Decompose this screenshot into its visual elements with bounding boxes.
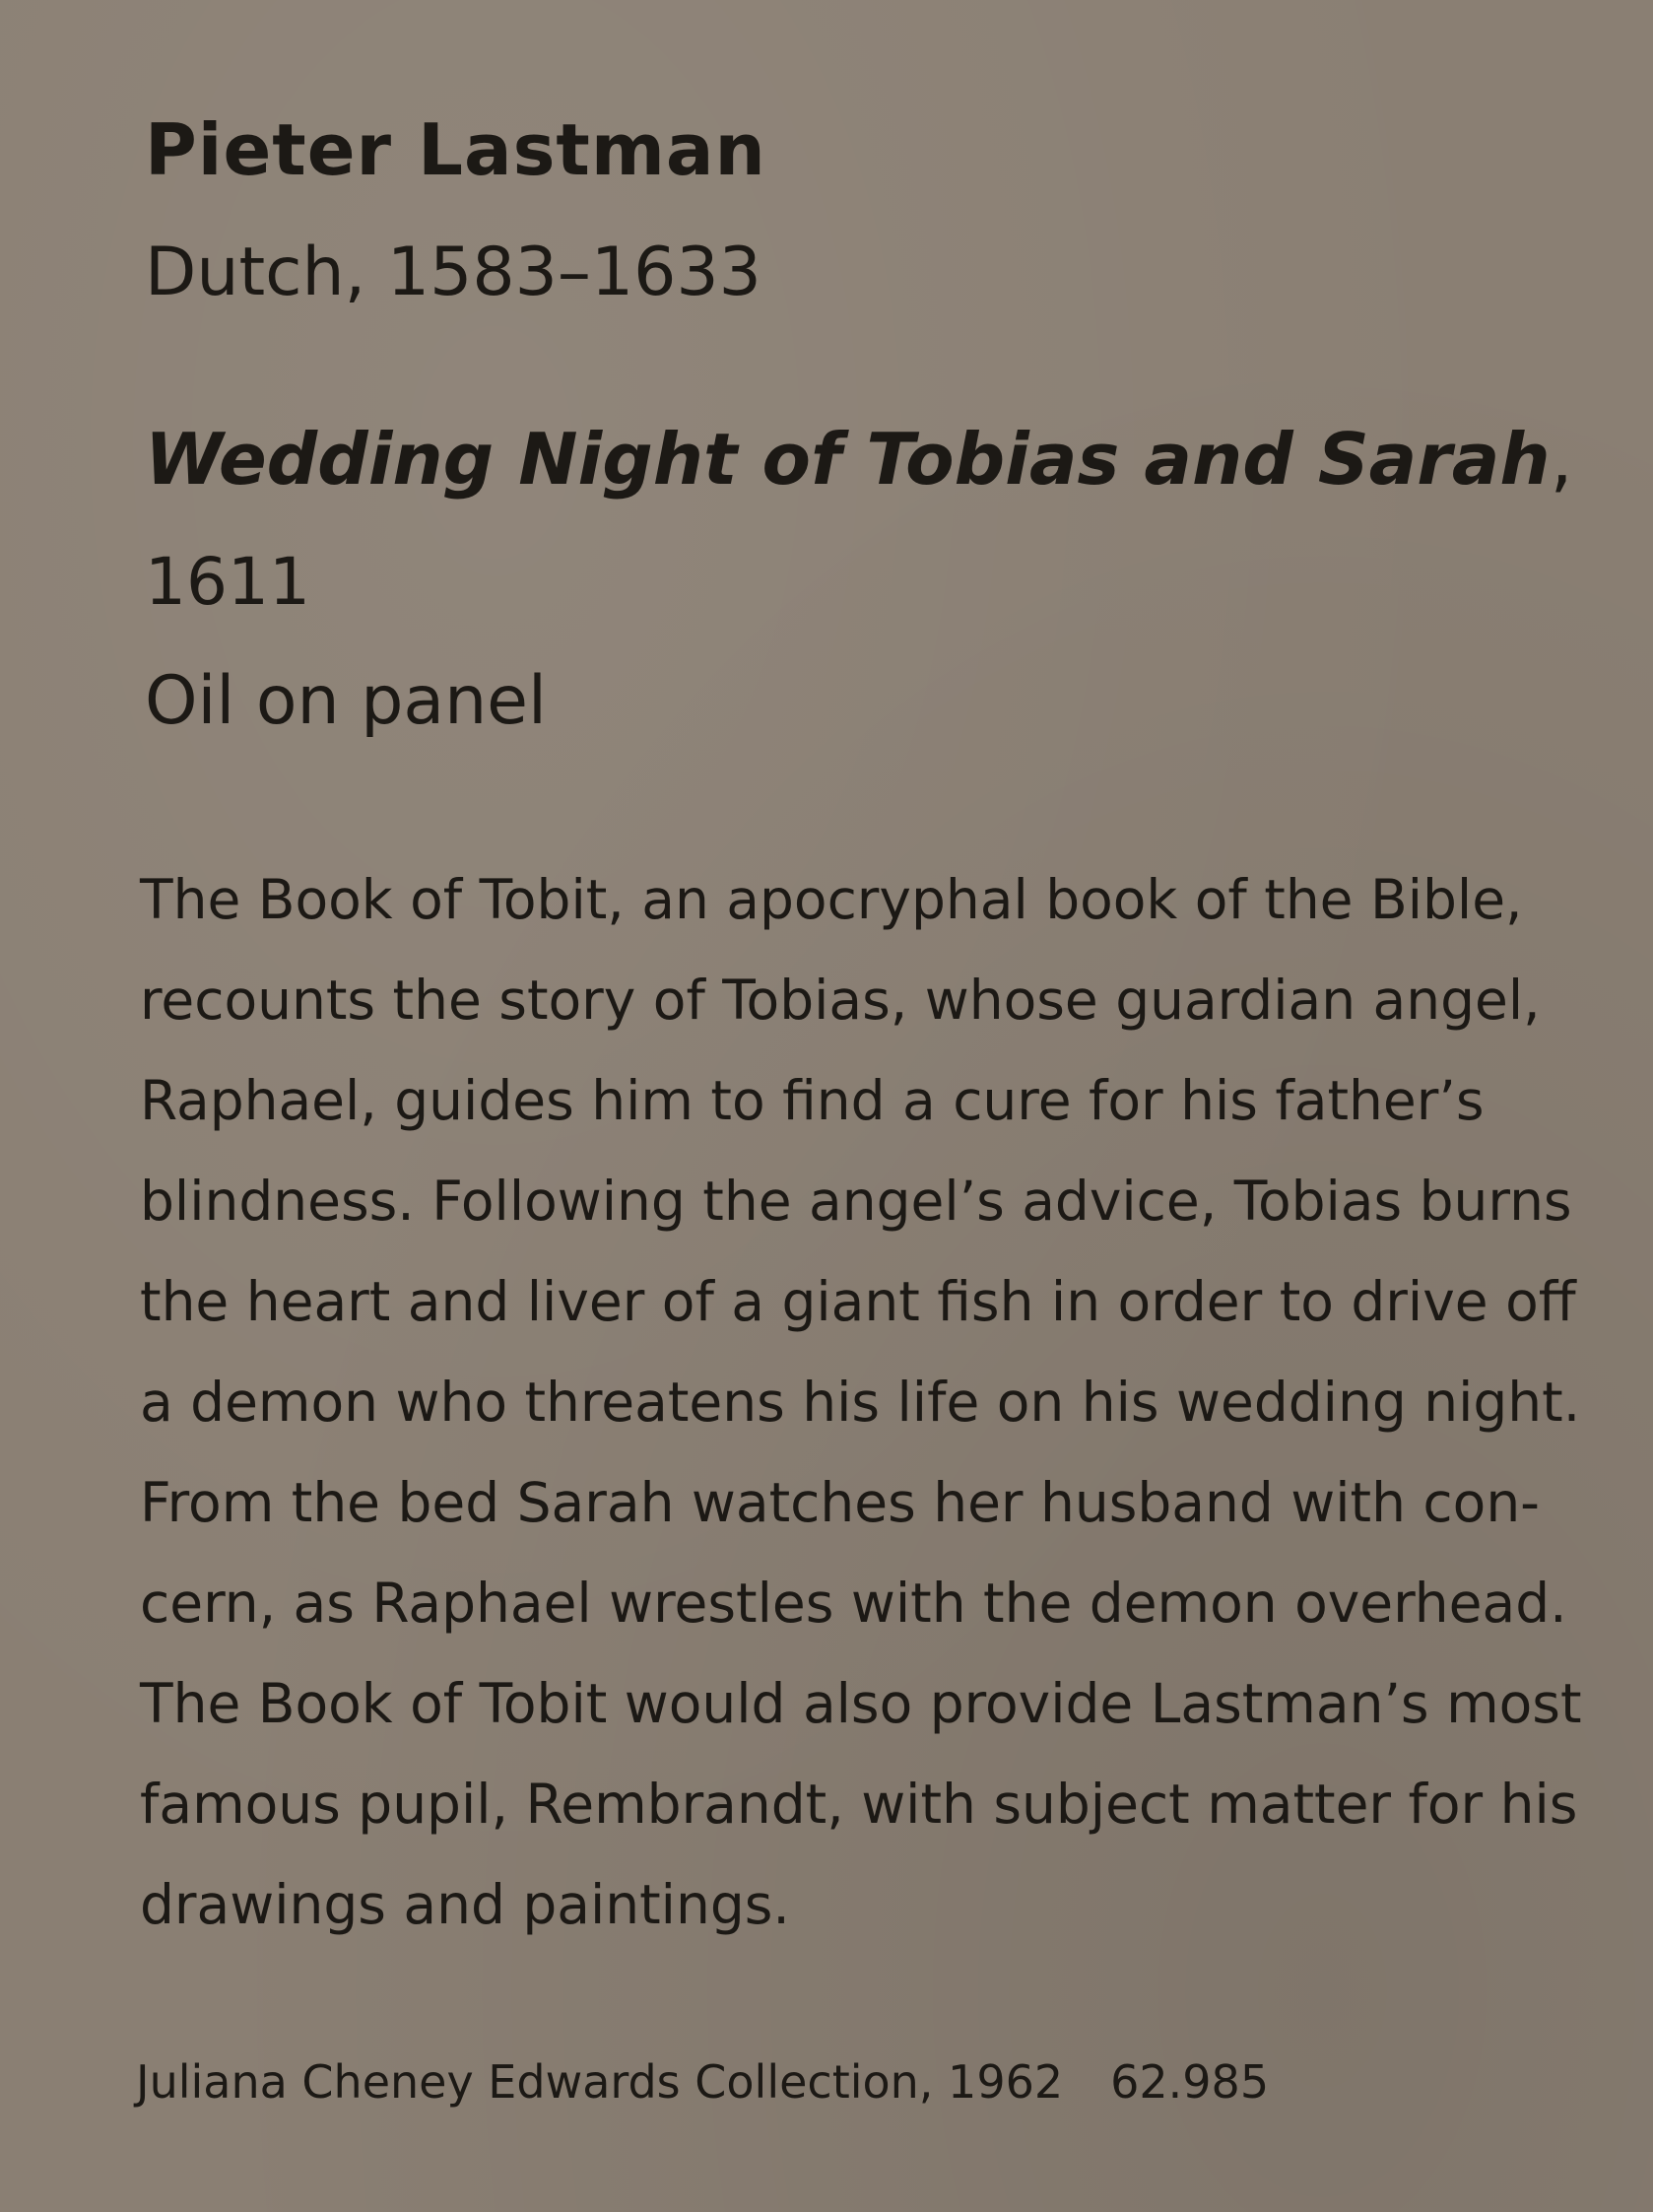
description-line: Raphael, guides him to find a cure for his father’s xyxy=(140,1069,1485,1132)
artwork-date: 1611 xyxy=(145,544,310,620)
description-line: drawings and paintings. xyxy=(140,1873,790,1936)
credit-collection: Juliana Cheney Edwards Collection, 1962 xyxy=(136,2055,1064,2109)
description-line: the heart and liver of a giant fish in order to drive off xyxy=(140,1270,1576,1333)
artwork-description xyxy=(140,849,1582,1955)
description-line: blindness. Following the angel’s advice, Tobias burns xyxy=(140,1170,1572,1233)
artwork-title: Wedding Night of Tobias and Sarah xyxy=(145,418,1551,501)
credit-line xyxy=(136,2055,1270,2109)
description-line: The Book of Tobit would also provide Lastman’s most xyxy=(140,1672,1582,1735)
artwork-title-comma: , xyxy=(1550,418,1573,501)
description-line: From the bed Sarah watches her husband with con- xyxy=(140,1471,1541,1534)
description-line: famous pupil, Rembrandt, with subject matter for his xyxy=(140,1773,1578,1836)
artist-name: Pieter Lastman xyxy=(145,108,766,191)
artwork-medium: Oil on panel xyxy=(145,662,547,740)
artist-nationality-dates: Dutch, 1583–1633 xyxy=(145,234,761,311)
description-line: The Book of Tobit, an apocryphal book of the Bible, xyxy=(140,868,1523,931)
description-line: cern, as Raphael wrestles with the demon overhead. xyxy=(140,1572,1567,1635)
description-line: recounts the story of Tobias, whose guardian angel, xyxy=(140,969,1541,1032)
artwork-title-block xyxy=(145,418,1573,501)
description-line: a demon who threatens his life on his wedding night. xyxy=(140,1371,1581,1434)
accession-number: 62.985 xyxy=(1110,2055,1270,2109)
